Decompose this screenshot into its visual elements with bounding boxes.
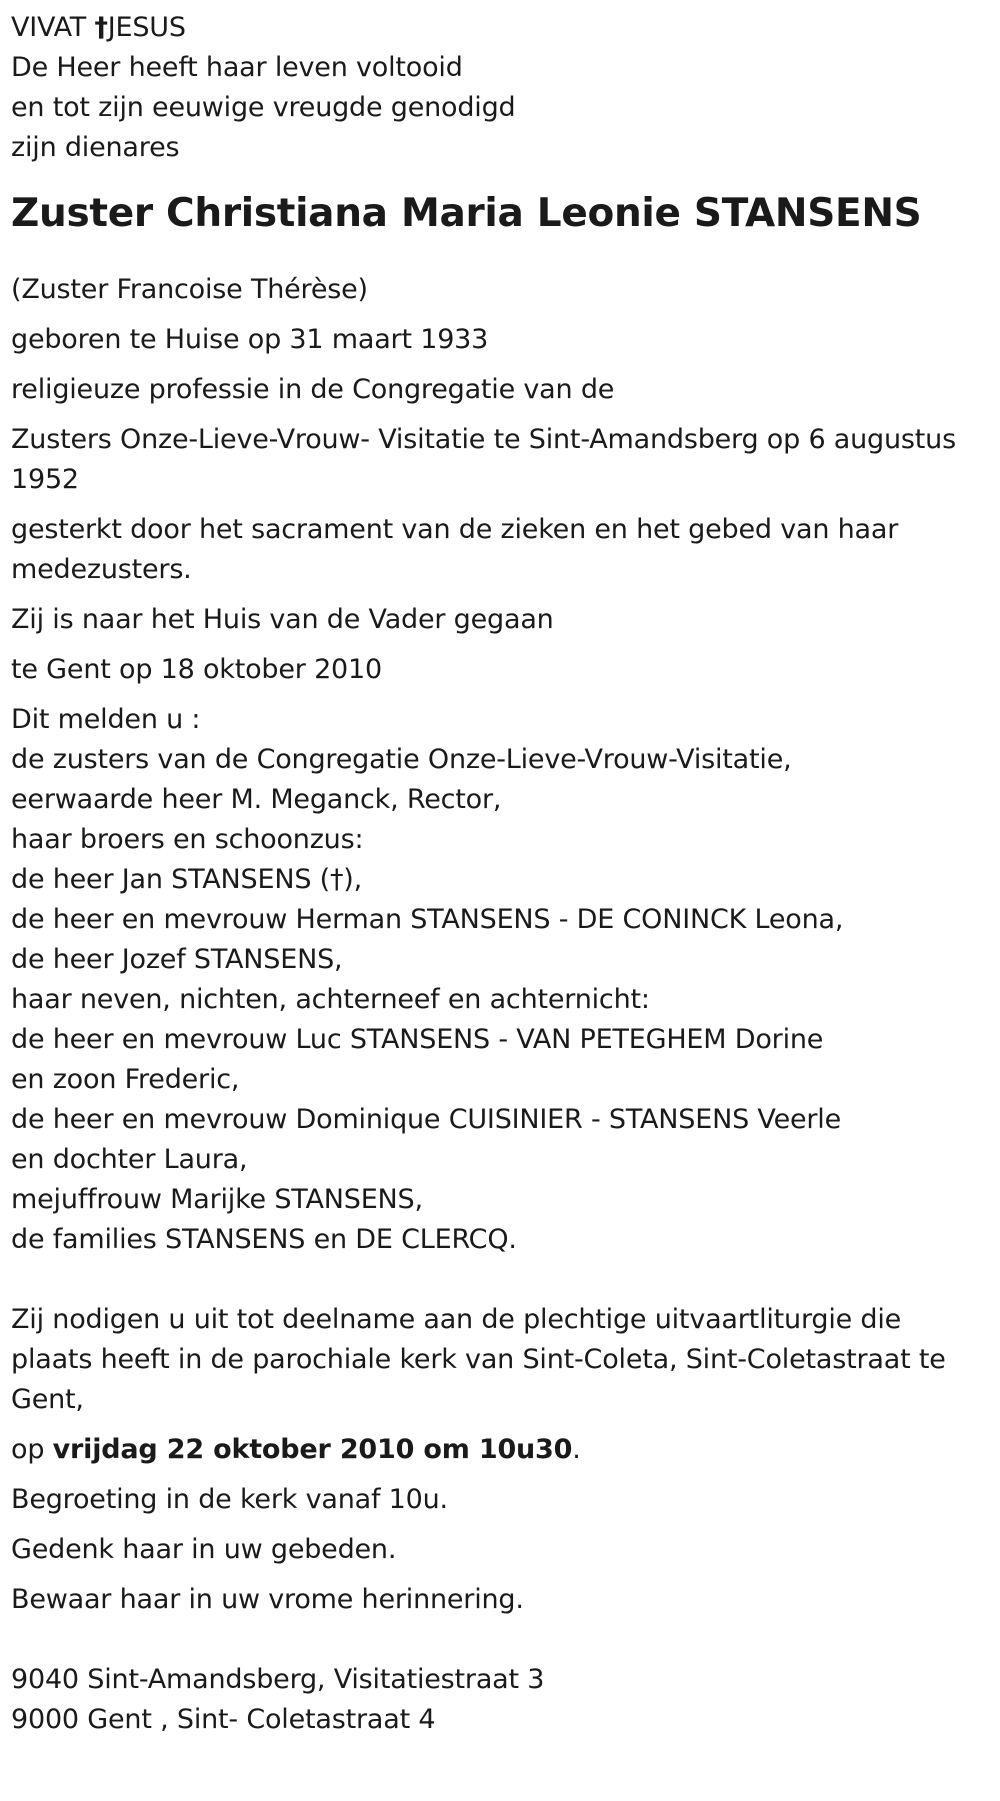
announcer-line: de heer en mevrouw Herman STANSENS - DE CONINCK Leona, xyxy=(11,904,844,935)
jesus-text: JESUS xyxy=(107,12,186,43)
announcer-line: de heer Jan STANSENS (†), xyxy=(11,864,363,895)
announcer-line: haar neven, nichten, achterneef en achternicht: xyxy=(11,984,650,1015)
vivat-jesus-line xyxy=(11,8,971,48)
vivat-text: VIVAT xyxy=(11,12,95,43)
death-line-2: te Gent op 18 oktober 2010 xyxy=(11,654,382,685)
death-line-1: Zij is naar het Huis van de Vader gegaan xyxy=(11,604,554,635)
sacrament-line: gesterkt door het sacrament van de zieken en het gebed van haar medezusters. xyxy=(11,514,899,585)
funeral-date: vrijdag 22 oktober 2010 om 10u30 xyxy=(52,1434,573,1465)
announcer-line: en dochter Laura, xyxy=(11,1144,248,1175)
funeral-invitation: Zij nodigen u uit tot deelname aan de plechtige uitvaartliturgie die plaats heeft in de parochiale kerk van Sint-Coleta, Sint-Coletastraat te Gent, xyxy=(11,1304,946,1415)
religious-name: (Zuster Francoise Thérèse) xyxy=(11,274,368,305)
profession-line-2: Zusters Onze-Lieve-Vrouw- Visitatie te Sint-Amandsberg op 6 augustus 1952 xyxy=(11,424,956,495)
announcer-line: eerwaarde heer M. Meganck, Rector, xyxy=(11,784,502,815)
address-line-1: 9040 Sint-Amandsberg, Visitatiestraat 3 xyxy=(11,1664,545,1695)
address-line-2: 9000 Gent , Sint- Coletastraat 4 xyxy=(11,1704,436,1735)
announcer-line: mejuffrouw Marijke STANSENS, xyxy=(11,1184,423,1215)
intro-line-4: zijn dienares xyxy=(11,132,180,163)
deceased-name: Zuster Christiana Maria Leonie STANSENS xyxy=(11,191,922,236)
announcer-line: en zoon Frederic, xyxy=(11,1064,240,1095)
announcer-line: de zusters van de Congregatie Onze-Lieve-Vrouw-Visitatie, xyxy=(11,744,792,775)
funeral-date-line xyxy=(11,1430,971,1470)
funeral-date-prefix: op xyxy=(11,1434,53,1465)
birth-line: geboren te Huise op 31 maart 1933 xyxy=(11,324,489,355)
funeral-date-suffix: . xyxy=(572,1434,581,1465)
announcer-line: haar broers en schoonzus: xyxy=(11,824,364,855)
announcer-line: de heer Jozef STANSENS, xyxy=(11,944,343,975)
intro-line-2: De Heer heeft haar leven voltooid xyxy=(11,52,463,83)
intro-line-3: en tot zijn eeuwige vreugde genodigd xyxy=(11,92,516,123)
memory-line: Bewaar haar in uw vrome herinnering. xyxy=(11,1584,524,1615)
cross-icon: † xyxy=(94,12,108,43)
profession-line-1: religieuze professie in de Congregatie van de xyxy=(11,374,615,405)
announcer-line: de families STANSENS en DE CLERCQ. xyxy=(11,1224,517,1255)
announcers-intro: Dit melden u : xyxy=(11,704,201,735)
prayer-line: Gedenk haar in uw gebeden. xyxy=(11,1534,397,1565)
greeting-line: Begroeting in de kerk vanaf 10u. xyxy=(11,1484,448,1515)
announcer-line: de heer en mevrouw Luc STANSENS - VAN PETEGHEM Dorine xyxy=(11,1024,824,1055)
announcer-line: de heer en mevrouw Dominique CUISINIER - STANSENS Veerle xyxy=(11,1104,842,1135)
